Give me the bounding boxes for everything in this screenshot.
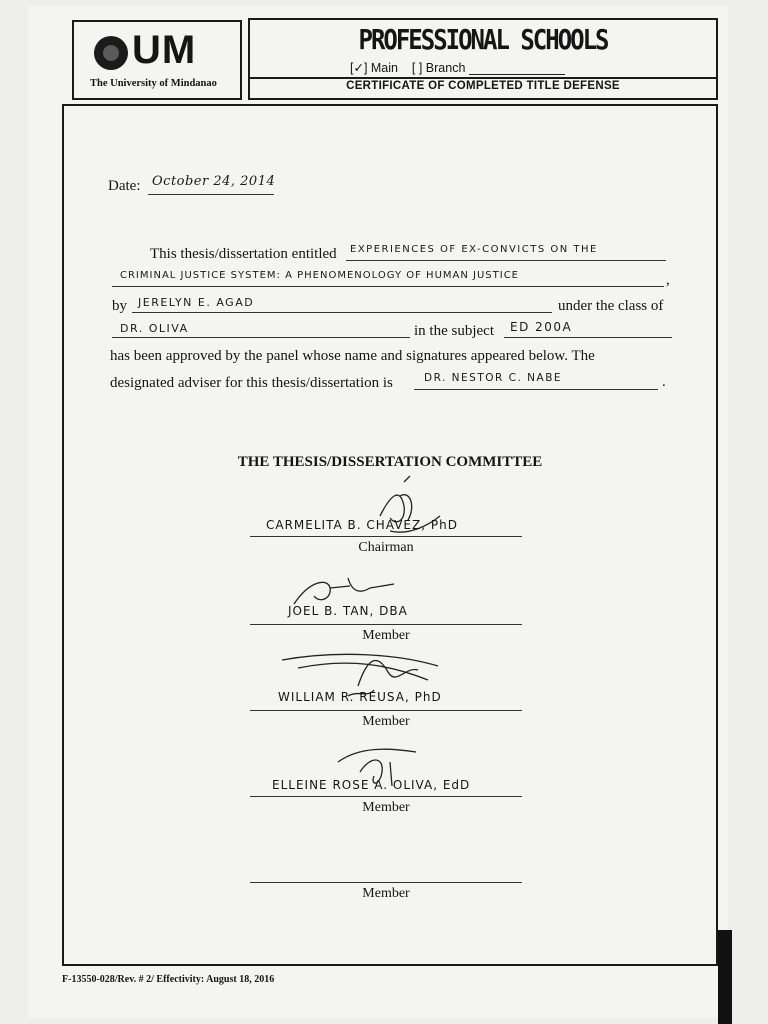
- author-line: [132, 312, 552, 313]
- title-box: [248, 18, 718, 100]
- logo-box: [72, 20, 242, 100]
- by-label: by: [112, 298, 127, 314]
- adviser-period: .: [662, 374, 666, 390]
- thesis-title-line-2: CRIMINAL JUSTICE SYSTEM: A PHENOMENOLOGY OF HUMAN JUSTICE: [120, 270, 519, 281]
- subject-line: [504, 337, 672, 338]
- thesis-title-line-1: EXPERIENCES OF EX-CONVICTS ON THE: [350, 244, 598, 255]
- divider: [250, 77, 716, 79]
- approved-text: has been approved by the panel whose name and signatures appeared below. The: [110, 348, 595, 364]
- main-checkbox: [✓] Main: [350, 61, 398, 75]
- title-line-2-rule: [112, 286, 664, 287]
- member-1-name: CARMELITA B. CHAVEZ, PhD: [266, 518, 458, 532]
- form-title: CERTIFICATE OF COMPLETED TITLE DEFENSE: [346, 80, 620, 92]
- member-4-line: [250, 796, 522, 797]
- member-4-name: ELLEINE ROSE A. OLIVA, EdD: [272, 778, 471, 792]
- author-name: JERELYN E. AGAD: [138, 296, 255, 309]
- branch-options: [350, 60, 565, 75]
- member-4-role: Member: [362, 800, 410, 815]
- title-comma: ,: [666, 272, 670, 288]
- form-code: F-13550-028/Rev. # 2/ Effectivity: August 18, 2016: [62, 974, 275, 985]
- university-seal-icon: [94, 36, 128, 70]
- date-line: [148, 194, 274, 195]
- member-2-name: JOEL B. TAN, DBA: [288, 604, 408, 618]
- instructor-line: [112, 337, 410, 338]
- member-1-line: [250, 536, 522, 537]
- member-3-line: [250, 710, 522, 711]
- member-3-name: WILLIAM R. REUSA, PhD: [278, 690, 442, 704]
- committee-title: THE THESIS/DISSERTATION COMMITTEE: [237, 454, 543, 470]
- date-label: Date:: [108, 178, 141, 194]
- branch-checkbox: [ ] Branch: [411, 61, 466, 75]
- subject-label: in the subject: [414, 323, 494, 339]
- adviser-name: DR. NESTOR C. NABE: [424, 372, 563, 384]
- intro-text: This thesis/dissertation entitled: [150, 246, 337, 262]
- member-2-line: [250, 624, 522, 625]
- adviser-text: designated adviser for this thesis/dissertation is: [110, 375, 393, 391]
- member-5-role: Member: [362, 886, 410, 901]
- title-line-1-rule: [346, 260, 666, 261]
- university-name: The University of Mindanao: [90, 78, 217, 89]
- member-5-line: [250, 882, 522, 883]
- logo-text: UM: [132, 28, 197, 72]
- adviser-line: [414, 389, 658, 390]
- branch-blank: [469, 62, 565, 75]
- date-value: October 24, 2014: [152, 174, 276, 189]
- office-title: PROFESSIONAL SCHOOLS: [358, 23, 608, 57]
- subject-value: ED 200A: [510, 320, 573, 334]
- member-1-role: Chairman: [358, 540, 414, 555]
- member-2-role: Member: [362, 628, 410, 643]
- scan-edge-shadow: [718, 930, 732, 1024]
- class-label: under the class of: [558, 298, 664, 314]
- member-3-role: Member: [362, 714, 410, 729]
- instructor-name: DR. OLIVA: [120, 322, 189, 335]
